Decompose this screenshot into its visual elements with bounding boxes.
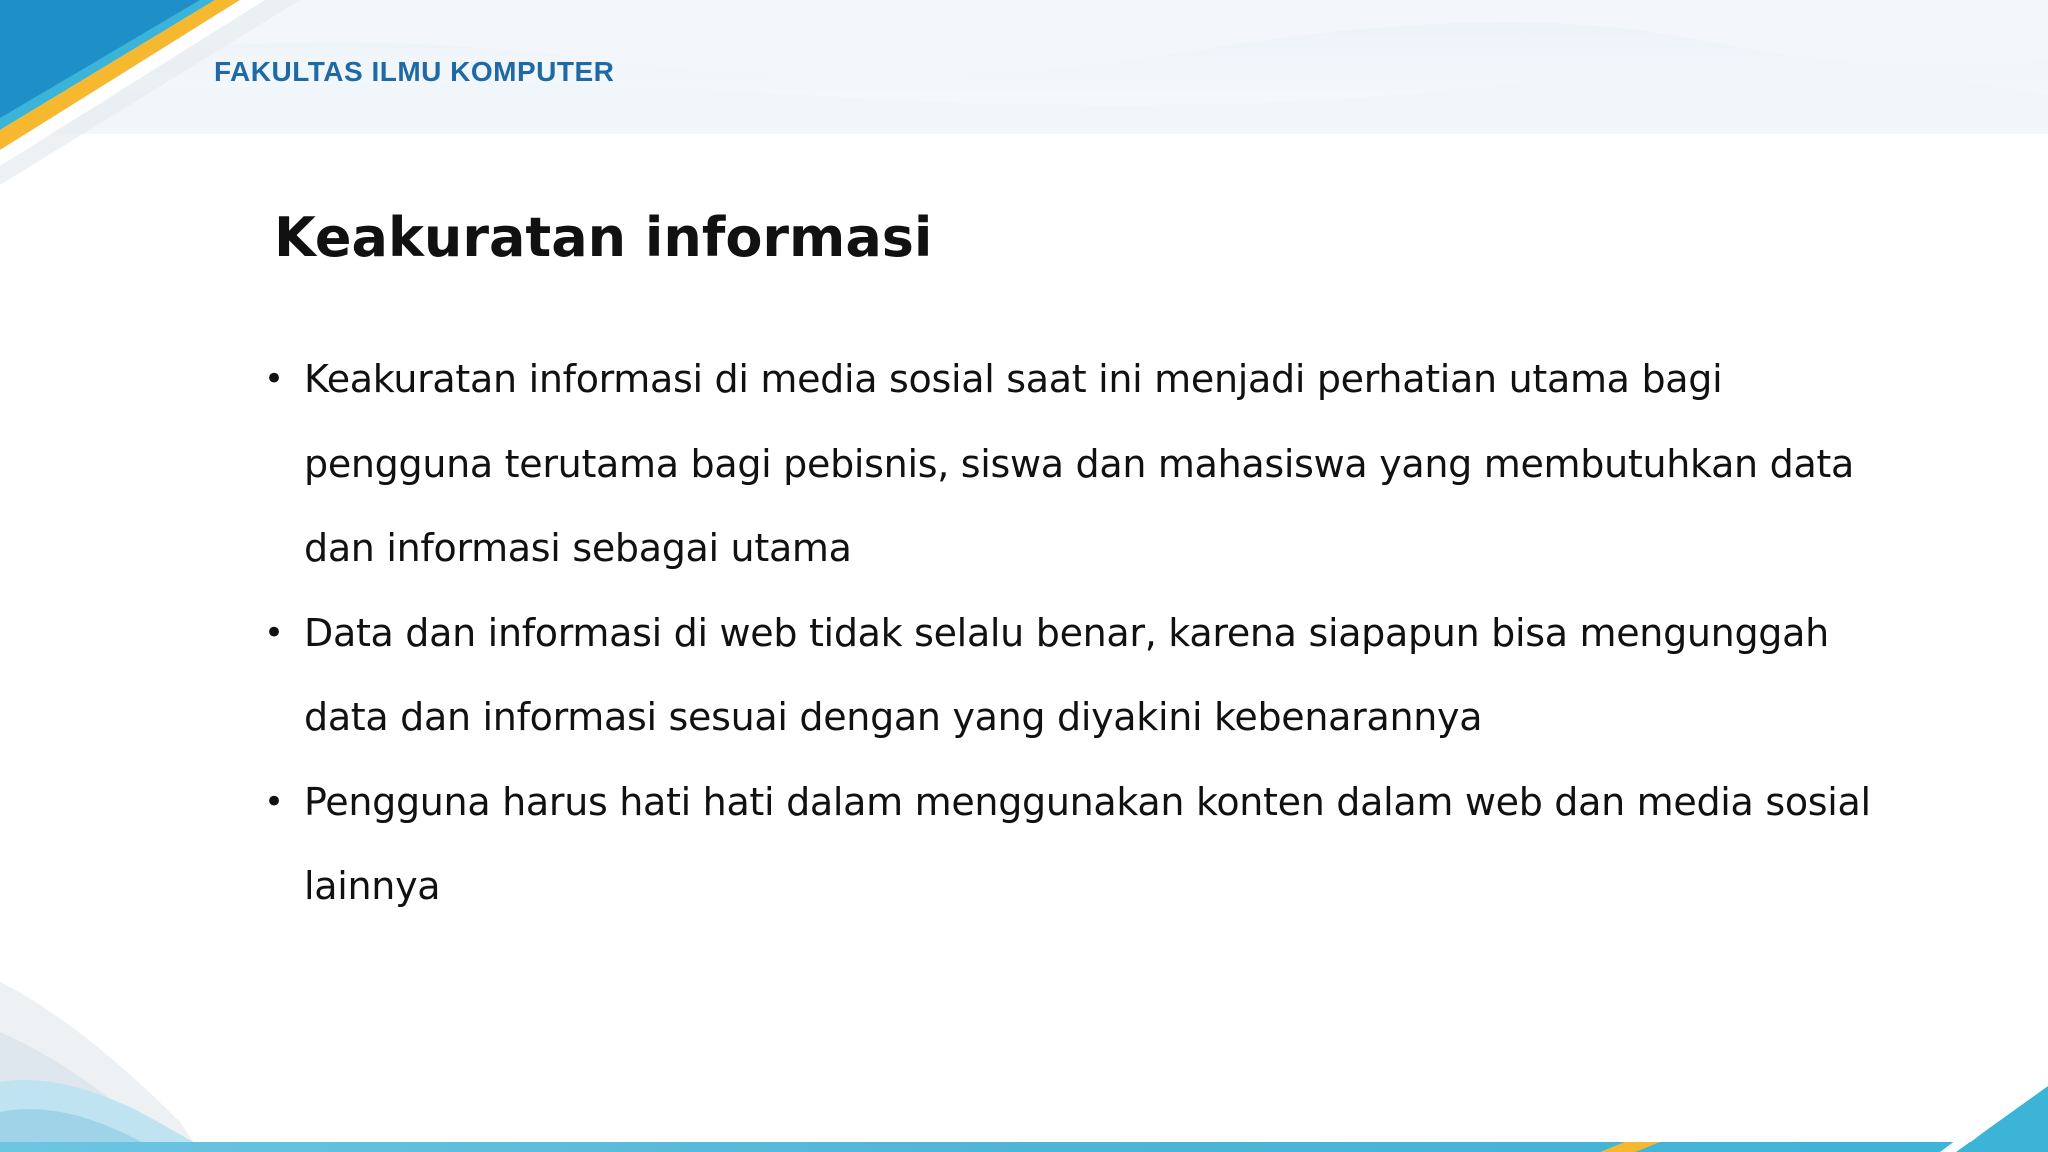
corner-swoosh-bottom-left	[0, 962, 360, 1152]
corner-accent-bottom-right	[1928, 1072, 2048, 1152]
bullet-dot-icon: •	[264, 781, 284, 822]
bullet-list	[264, 337, 1884, 929]
bullet-text: Data dan informasi di web tidak selalu benar, karena siapapun bisa mengunggah data dan informasi sesuai dengan yang diyakini kebenarannya	[304, 610, 1829, 739]
bullet-dot-icon: •	[264, 612, 284, 653]
bullet-text: Pengguna harus hati hati dalam menggunakan konten dalam web dan media sosial lainnya	[304, 779, 1871, 908]
faculty-name: FAKULTAS ILMU KOMPUTER	[214, 56, 615, 87]
slide-title: Keakuratan informasi	[274, 206, 933, 269]
corner-stripes-top-left	[0, 0, 330, 200]
bullet-item	[264, 337, 1884, 591]
bullet-text: Keakuratan informasi di media sosial saat ini menjadi perhatian utama bagi pengguna terutama bagi pebisnis, siswa dan mahasiswa yang membutuhkan data dan informasi sebagai utama	[304, 357, 1855, 570]
bottom-color-strip	[0, 1130, 2048, 1152]
bullet-dot-icon: •	[264, 359, 284, 399]
bullet-item	[264, 591, 1884, 760]
bullet-item	[264, 760, 1884, 929]
